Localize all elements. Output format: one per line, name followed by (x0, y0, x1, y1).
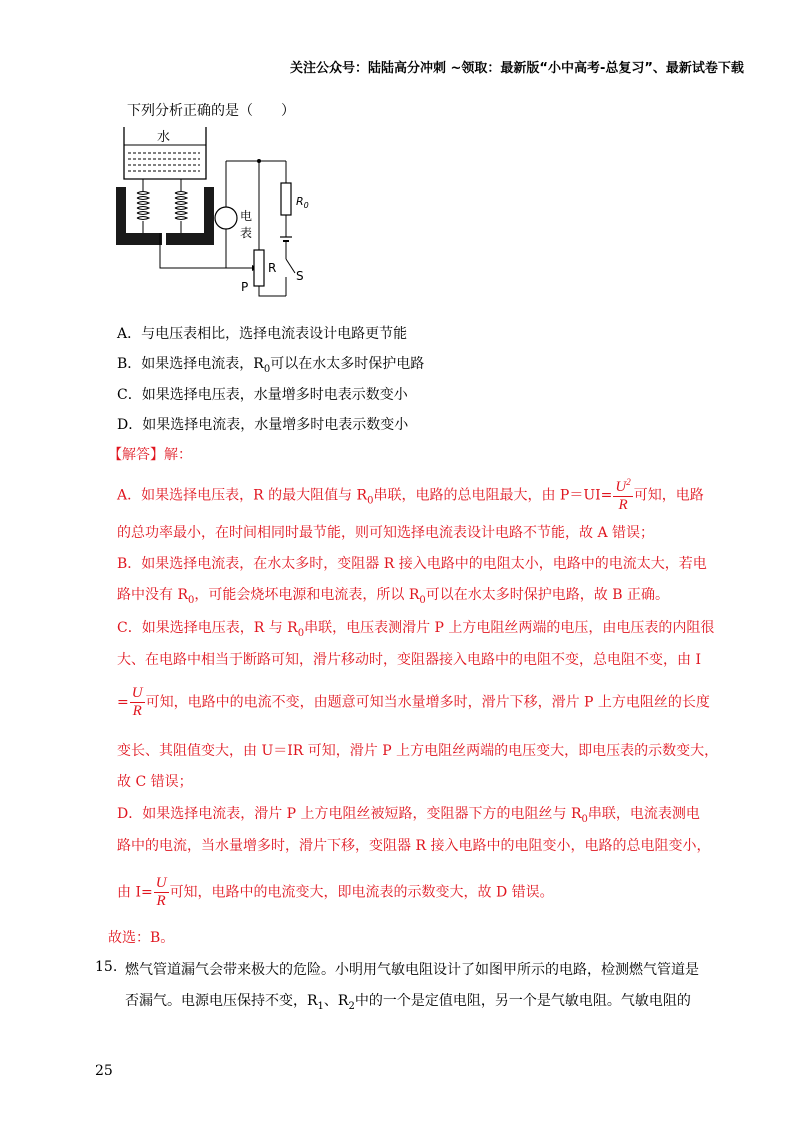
question-15-number: 15. (95, 959, 118, 975)
answer-b-line-1: B．如果选择电流表，在水太多时，变阻器 R 接入电路中的电阻太小，电路中的电流太大，若电 (117, 556, 707, 572)
answer-d-line-3: 由 I= $\frac{U}{R}$ 可知，电路中的电流变大，即电流表的示数变大，故 D 错误。 (117, 875, 554, 909)
r-label: R (268, 261, 277, 275)
switch-s (286, 259, 295, 273)
fraction-u2-over-r: $\frac{U^2}{R}$ (615, 477, 631, 513)
page-header: 关注公众号：陆陆高分冲刺 ~领取：最新版“小中高考-总复习”、最新试卷下载 (290, 61, 744, 76)
fraction-u-over-r: $\frac{U}{R}$ (131, 685, 143, 719)
support-base (116, 187, 214, 245)
answer-d-line-1: D．如果选择电流表，滑片 P 上方电阻丝被短路，变阻器下方的电阻丝与 $R_0$串联，电流表测电 (117, 806, 700, 825)
meter-symbol (215, 207, 237, 229)
question-15-line-2: 否漏气。电源电压保持不变，$R_1$、$R_2$中的一个是定值电阻，另一个是气敏电阻。气敏电阻的 (125, 993, 691, 1012)
water-tank (124, 127, 206, 179)
question-15-line-1: 燃气管道漏气会带来极大的危险。小明用气敏电阻设计了如图甲所示的电路，检测燃气管道是 (125, 962, 699, 978)
answer-b-line-2: 路中没有 $R_0$，可能会烧坏电源和电流表，所以 $R_0$可以在水太多时保护电路，故 B 正确。 (117, 587, 669, 606)
answer-choice: 故选：B。 (108, 930, 175, 946)
resistor-r0 (281, 183, 291, 215)
option-a: A．与电压表相比，选择电流表设计电路更节能 (117, 326, 408, 342)
answer-a-line-1: A．如果选择电压表，R 的最大阻值与 $R_0$串联，电路的总电阻最大，由 P＝UI= $\frac{U^2}{R}$ 可知，电路 (117, 477, 704, 513)
rheostat-r (254, 250, 264, 286)
answer-c-line-2: 大、在电路中相当于断路可知，滑片移动时，变阻器接入电路中的电阻不变，总电阻不变，由 I (117, 652, 701, 668)
meter-label-2: 表 (240, 226, 253, 240)
spring-right (175, 179, 187, 233)
p-label: P (241, 280, 249, 294)
option-d: D．如果选择电流表，水量增多时电表示数变小 (117, 417, 409, 433)
answer-d-line-2: 路中的电流，当水量增多时，滑片下移，变阻器 R 接入电路中的电阻变小，电路的总电阻变小， (117, 838, 711, 854)
answer-heading: 【解答】解： (108, 447, 192, 463)
spring-left (137, 179, 149, 233)
answer-c-line-5: 故 C 错误； (117, 774, 193, 790)
meter-label-1: 电 (240, 209, 253, 223)
r0-label: $R_0$ (296, 195, 309, 210)
answer-c-line-4: 变长、其阻值变大，由 U＝IR 可知，滑片 P 上方电阻丝两端的电压变大，即电压表的示数变大， (117, 743, 719, 759)
page-number: 25 (95, 1063, 113, 1079)
fraction-u-over-r-d: $\frac{U}{R}$ (155, 875, 167, 909)
answer-a-line-2: 的总功率最小，在时间相同时最节能，则可知选择电流表设计电路不节能，故 A 错误； (117, 525, 655, 541)
water-label: 水 (157, 130, 171, 145)
answer-c-line-1: C．如果选择电压表，R 与 $R_0$串联，电压表测滑片 P 上方电阻丝两端的电压，由电压表的内阻很 (117, 620, 715, 639)
option-b: B．如果选择电流表，$R_0$可以在水太多时保护电路 (117, 356, 425, 375)
option-c: C．如果选择电压表，水量增多时电表示数变小 (117, 387, 408, 403)
question-stem: 下列分析正确的是（ ） (127, 103, 295, 119)
s-label: S (296, 269, 304, 283)
answer-c-line-3: = $\frac{U}{R}$ 可知，电路中的电流不变，由题意可知当水量增多时，滑片下移，滑片 P 上方电阻丝的长度 (117, 685, 710, 719)
circuit-diagram (110, 125, 330, 300)
